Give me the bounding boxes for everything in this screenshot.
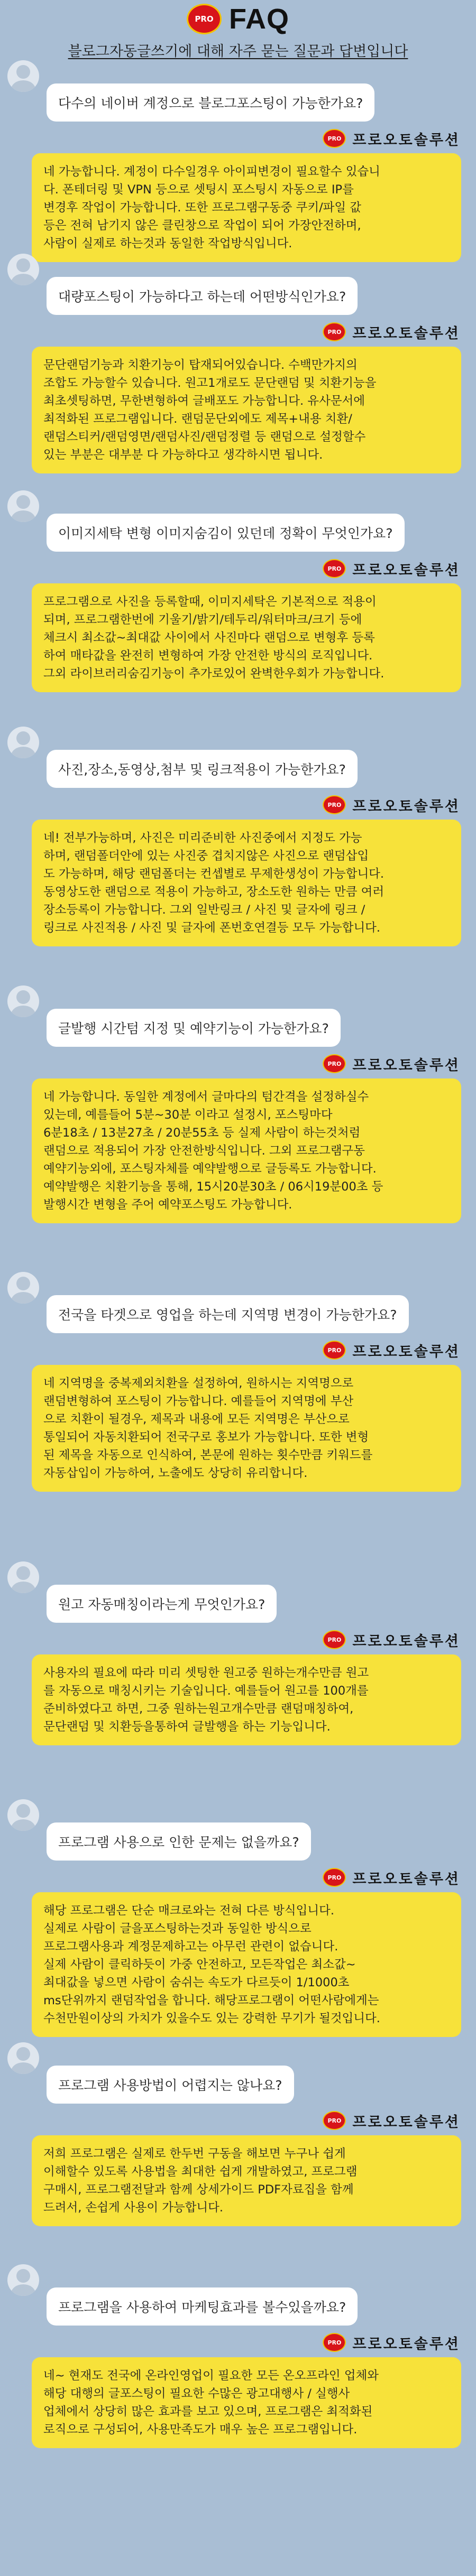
brand-name: 프로오토솔루션 [352,1633,460,1650]
question-bubble: 프로그램을 사용하여 마케팅효과를 볼수있을까요? [47,2287,358,2326]
answer-bubble: 네! 전부가능하며, 사진은 미리준비한 사진중에서 지정도 가능 하며, 랜덤폴더안에 있는 사진중 겹치지않은 사진으로 랜덤삽입 도 가능하며, 해당 랜덤폴더는 컨셉별로 무제한생성이 가능합니다. 동영상도한 랜덤으로 적용이 가능하고, 장소도한 원하는 만큼 여러 장소등록이 가능합니다. 그외 일반링크 / 사진 및 글자에 링크 / 링크로 사진적용 / 사진 및 글자에 폰번호연결등 모두 가능합니다. [32,820,461,946]
faq-item [0,1272,476,1492]
brand-logo-icon: PRO [323,1341,346,1360]
answer-bubble: 프로그램으로 사진을 등록할때, 이미지세탁은 기본적으로 적용이 되며, 프로그램한번에 기울기/밝기/테두리/워터마크/크기 등에 체크시 최소값~최대값 사이에서 사진마다 랜덤으로 변형후 등록 하여 매타값을 완전히 변형하여 가장 안전한 방식의 로직입니다. 그외 라이브러리숨김기능이 추가로있어 완벽한우회가 가능합니다. [32,583,461,692]
question-bubble: 프로그램 사용방법이 어렵지는 않나요? [47,2066,294,2104]
page-title: FAQ [228,3,289,35]
answer-brand-row [0,1866,476,1889]
brand-logo-icon: PRO [323,322,346,341]
question-row [0,490,476,552]
question-bubble: 이미지세탁 변형 이미지숨김이 있던데 정확이 무엇인가요? [47,514,405,552]
user-avatar-icon [7,1799,39,1831]
page-header [0,0,476,62]
question-row [0,2042,476,2104]
brand-logo-icon: PRO [323,1630,346,1649]
brand-name: 프로오토솔루션 [352,2114,460,2131]
brand-name: 프로오토솔루션 [352,325,460,342]
brand-name: 프로오토솔루션 [352,132,460,148]
brand-name: 프로오토솔루션 [352,1343,460,1360]
pro-logo: PRO [187,4,222,34]
answer-bubble: 네 지역명을 중복제외치환을 설정하여, 원하시는 지역명으로 랜덤변형하여 포스팅이 가능합니다. 예를들어 지역명에 부산 으로 치환이 될경우, 제목과 내용에 모든 지역명은 부산으로 통일되어 자동치환되어 전국구로 홍보가 가능합니다. 또한 변형 된 제목을 자동으로 인식하여, 본문에 원하는 횟수만큼 키워드를 자동삽입이 가능하여, 노출에도 상당히 유리합니다. [32,1365,461,1492]
user-avatar-icon [7,254,39,285]
brand-logo-icon: PRO [323,559,346,578]
answer-brand-row [0,1628,476,1651]
brand-logo-icon: PRO [323,1868,346,1887]
answer-brand-row [0,793,476,816]
faq-item [0,1561,476,1745]
answer-brand-row [0,1052,476,1075]
question-bubble: 원고 자동매칭이라는게 무엇인가요? [47,1585,277,1623]
question-row [0,254,476,315]
faq-item [0,985,476,1223]
faq-item [0,2264,476,2448]
title-row [187,3,289,35]
answer-brand-row [0,1338,476,1362]
faq-item [0,727,476,946]
brand-logo-icon: PRO [323,2333,346,2352]
brand-name: 프로오토솔루션 [352,798,460,815]
question-row [0,985,476,1047]
answer-brand-row [0,2109,476,2132]
brand-name: 프로오토솔루션 [352,562,460,579]
answer-brand-row [0,127,476,150]
answer-bubble: 문단랜덤기능과 치환기능이 탑재되어있습니다. 수백만가지의 조합도 가능할수 있습니다. 원고1개로도 문단랜덤 및 치환기능을 최초셋팅하면, 무한변형하여 글배포도 가능합니다. 유사문서에 최적화된 프로그램입니다. 랜덤문단외에도 제목+내용 치환/ 랜덤스티커/랜덤영면/랜덤사진/랜덤정렬 등 랜덤으로 설정할수 있는 부분은 대부분 다 가능하다고 생각하시면 됩니다. [32,347,461,473]
brand-name: 프로오토솔루션 [352,1057,460,1074]
question-row [0,1561,476,1623]
question-row [0,2264,476,2326]
faq-item [0,490,476,692]
brand-logo-icon: PRO [323,2111,346,2130]
user-avatar-icon [7,985,39,1017]
question-bubble: 다수의 네이버 계정으로 블로그포스팅이 가능한가요? [47,83,374,122]
question-bubble: 글발행 시간텀 지정 및 예약기능이 가능한가요? [47,1009,341,1047]
answer-bubble: 저희 프로그램은 실제로 한두번 구동을 해보면 누구나 쉽게 이해할수 있도록 사용법을 최대한 쉽게 개발하였고, 프로그램 구매시, 프로그램전달과 함께 상세가이드 PDF자료집을 함께 드려서, 손쉽게 사용이 가능합니다. [32,2135,461,2226]
answer-brand-row [0,2331,476,2354]
user-avatar-icon [7,60,39,92]
answer-bubble: 네 가능합니다. 계정이 다수일경우 아이피변경이 필요할수 있습니 다. 폰테더링 및 VPN 등으로 셋팅시 포스팅시 자동으로 IP를 변경후 작업이 가능합니다. 또한 프로그램구동중 쿠키/파일 값 등은 전혀 남기지 않은 클린창으로 작업이 되어 가장안전하며, 사람이 실제로 하는것과 동일한 작업방식입니다. [32,153,461,262]
question-row [0,60,476,122]
question-bubble: 프로그램 사용으로 인한 문제는 없을까요? [47,1822,311,1861]
answer-bubble: 네~ 현재도 전국에 온라인영업이 필요한 모든 온오프라인 업체와 해당 대행의 글포스팅이 필요한 수많은 광고대행사 / 실행사 업체에서 상당히 많은 효과를 보고 있으며, 프로그램은 최적화된 로직으로 구성되어, 사용만족도가 매우 높은 프로그램입니다. [32,2357,461,2448]
question-bubble: 사진,장소,동영상,첨부 및 링크적용이 가능한가요? [47,750,358,788]
brand-logo-icon: PRO [323,1054,346,1073]
user-avatar-icon [7,1272,39,1304]
faq-item [0,2042,476,2226]
answer-brand-row [0,557,476,580]
user-avatar-icon [7,2264,39,2296]
question-row [0,727,476,788]
brand-logo-icon: PRO [323,129,346,148]
answer-bubble: 해당 프로그램은 단순 매크로와는 전혀 다른 방식입니다. 실제로 사람이 글을포스팅하는것과 동일한 방식으로 프로그램사용과 계정문제하고는 아무런 관련이 없습니다. 실제 사람이 클릭하듯이 가중 안전하고, 모든작업은 최소값~ 최대값을 넣으면 사람이 숨쉬는 속도가 다르듯이 1/1000초 ms단위까지 랜덤작업을 합니다. 해당프로그램이 어떤사람에게는 수천만원이상의 가치가 있을수도 있는 강력한 무기가 될것입니다. [32,1892,461,2037]
page-subtitle: 블로그자동글쓰기에 대해 자주 묻는 질문과 답변입니다 [68,43,408,60]
answer-bubble: 네 가능합니다. 동일한 계정에서 글마다의 텀간격을 설정하실수 있는데, 예를들어 5분~30분 이라고 설정시, 포스팅마다 6분18초 / 13분27초 / 20분55초 등 실제 사람이 하는것처럼 랜덤으로 적용되어 가장 안전한방식입니다. 그외 프로그램구동 예약기능외에, 포스팅자체를 예약발행으로 글등록도 가능합니다. 예약발행은 치환기능을 통해, 15시20분30초 / 06시19분00초 등 발행시간 변형을 주어 예약포스팅도 가능합니다. [32,1078,461,1223]
user-avatar-icon [7,2042,39,2074]
brand-name: 프로오토솔루션 [352,1871,460,1887]
question-row [0,1799,476,1861]
question-bubble: 대량포스팅이 가능하다고 하는데 어떤방식인가요? [47,277,358,315]
user-avatar-icon [7,1561,39,1593]
answer-bubble: 사용자의 필요에 따라 미리 셋팅한 원고중 원하는개수만큼 원고 를 자동으로 매칭시키는 기술입니다. 예를들어 원고를 100개를 준비하였다고 하면, 그중 원하는원고개수만큼 랜덤매칭하여, 문단랜덤 및 치환등을통하여 글발행을 하는 기능입니다. [32,1654,461,1745]
question-bubble: 전국을 타겟으로 영업을 하는데 지역명 변경이 가능한가요? [47,1295,409,1333]
question-row [0,1272,476,1333]
faq-item [0,60,476,262]
answer-brand-row [0,320,476,343]
faq-item [0,1799,476,2037]
brand-name: 프로오토솔루션 [352,2336,460,2352]
user-avatar-icon [7,490,39,522]
faq-item [0,254,476,473]
brand-logo-icon: PRO [323,795,346,814]
user-avatar-icon [7,727,39,758]
